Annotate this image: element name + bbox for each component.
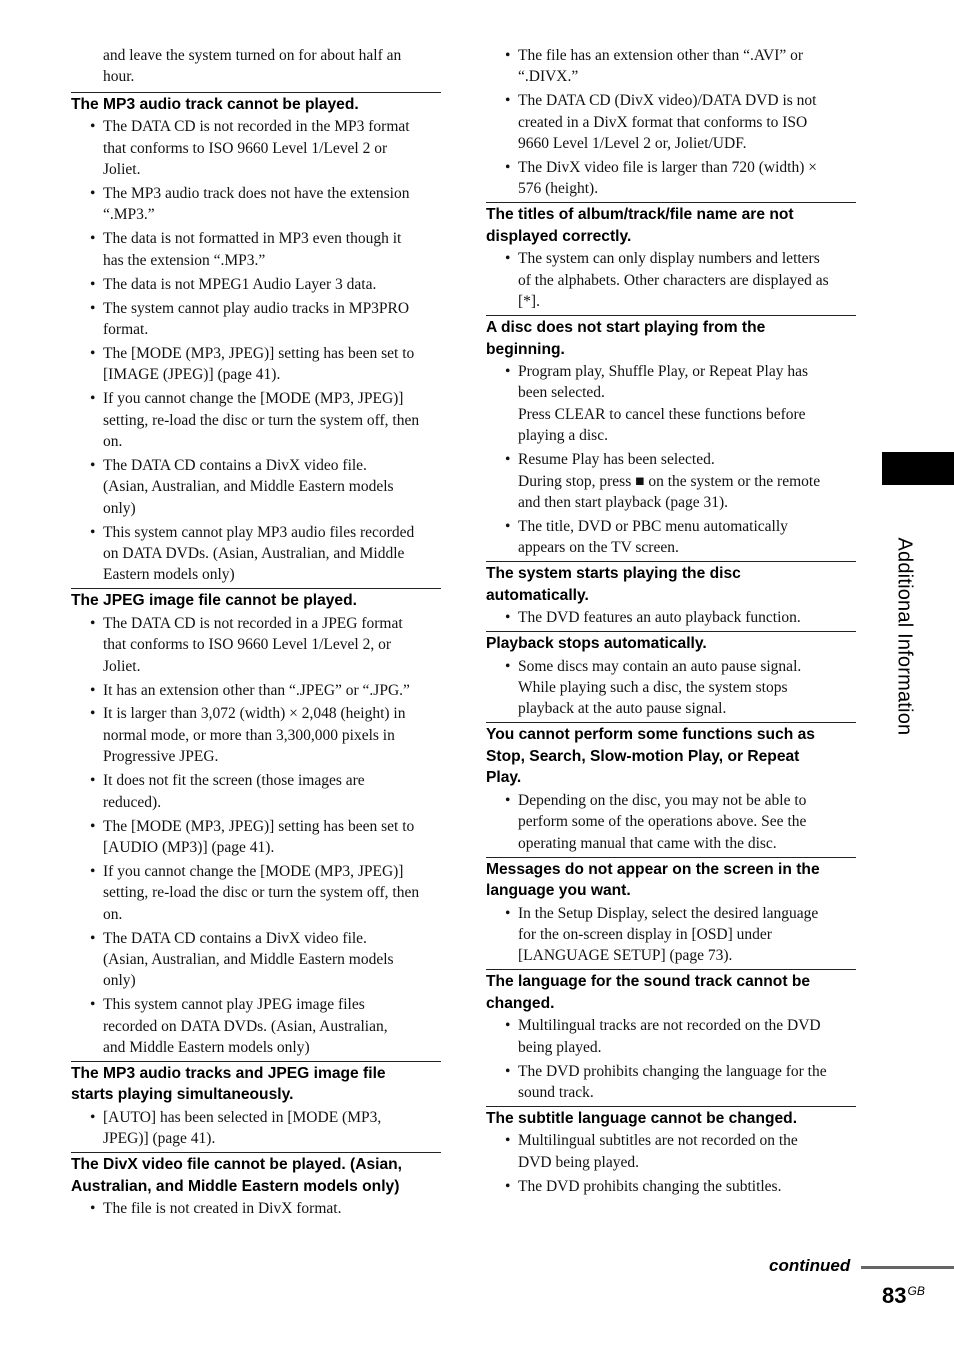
list-item-line: • The system can only display numbers and letters <box>518 250 820 268</box>
troubleshooting-section <box>71 1061 441 1150</box>
list-item-line: • Some discs may contain an auto pause signal. <box>518 657 802 675</box>
section-heading-line: displayed correctly. <box>486 227 632 245</box>
list-item-line: created in a DivX format that conforms to ISO <box>518 113 808 131</box>
section-heading <box>486 202 856 247</box>
list-item <box>71 861 441 925</box>
troubleshooting-section <box>486 1106 856 1197</box>
list-item <box>71 770 441 813</box>
list-item <box>486 903 856 967</box>
section-heading-line: You cannot perform some functions such as <box>486 726 815 744</box>
list-item-line: JPEG)] (page 41). <box>103 1130 216 1148</box>
bullet-list <box>486 361 856 559</box>
list-item <box>71 1198 441 1219</box>
list-item <box>71 455 441 519</box>
list-item-line: sound track. <box>518 1084 594 1101</box>
list-item-line: • If you cannot change the [MODE (MP3, JPEG)] <box>103 862 404 880</box>
list-item-line: • The MP3 audio track does not have the extension <box>103 185 410 203</box>
list-item <box>486 45 856 88</box>
list-item <box>71 343 441 386</box>
section-heading-line: The titles of album/track/file name are not <box>486 206 794 224</box>
section-heading-line: The MP3 audio tracks and JPEG image file <box>71 1064 386 1082</box>
list-item <box>71 228 441 271</box>
list-item <box>71 994 441 1058</box>
list-item-line: [*]. <box>518 293 540 311</box>
list-item-line: perform some of the operations above. See the <box>518 813 807 831</box>
list-item-line: Press CLEAR to cancel these functions before <box>518 405 806 423</box>
list-item-line: • The DATA CD contains a DivX video file. <box>103 929 367 947</box>
section-heading <box>486 631 856 655</box>
bullet-list <box>486 248 856 312</box>
bullet-list <box>71 1107 441 1150</box>
list-item <box>486 157 856 200</box>
list-item-line: [LANGUAGE SETUP] (page 73). <box>518 947 733 965</box>
list-item <box>71 680 441 701</box>
section-heading-line: automatically. <box>486 586 589 604</box>
list-item-line: reduced). <box>103 793 162 811</box>
list-item <box>486 248 856 312</box>
list-item-line: format. <box>103 320 149 338</box>
list-item-line: only) <box>103 972 136 990</box>
list-item-line: 9660 Level 1/Level 2 or, Joliet/UDF. <box>518 135 747 153</box>
list-item-line: Joliet. <box>103 657 141 675</box>
troubleshooting-section <box>486 561 856 628</box>
section-heading-line: Play. <box>486 769 522 787</box>
list-item-line: • The DATA CD contains a DivX video file. <box>103 456 367 474</box>
section-heading-line: The system starts playing the disc <box>486 565 741 583</box>
list-item <box>486 516 856 559</box>
list-item <box>486 1015 856 1058</box>
list-item-line: operating manual that came with the disc. <box>518 834 777 852</box>
list-item-line: • The DVD prohibits changing the subtitles. <box>518 1177 782 1195</box>
section-heading-line: A disc does not start playing from the <box>486 319 766 337</box>
section-heading-line: The JPEG image file cannot be played. <box>71 592 357 610</box>
list-item-line: (Asian, Australian, and Middle Eastern models <box>103 478 394 496</box>
section-heading <box>71 92 441 116</box>
list-item-line: setting, re-load the disc or turn the system off, then <box>103 411 420 429</box>
paragraph-line: hour. <box>103 68 135 86</box>
list-item-line: • The [MODE (MP3, JPEG)] setting has been set to <box>103 817 415 835</box>
list-item-line: • Depending on the disc, you may not be able to <box>518 791 807 809</box>
list-item-line: During stop, press ■ on the system or the remote <box>518 472 821 490</box>
list-item-line: and then start playback (page 31). <box>518 494 729 511</box>
bullet-list <box>71 613 441 1059</box>
list-item-line: • The DivX video file is larger than 720 (width) × <box>518 159 818 177</box>
list-item-line: • The [MODE (MP3, JPEG)] setting has been set to <box>103 344 415 362</box>
list-item-line: • It has an extension other than “.JPEG” or “.JPG.” <box>103 681 410 699</box>
list-item-line: • This system cannot play JPEG image files <box>103 996 365 1014</box>
section-heading-line: The subtitle language cannot be changed. <box>486 1109 798 1127</box>
list-item-line: been selected. <box>518 384 605 402</box>
troubleshooting-section <box>71 92 441 586</box>
list-item-line: [IMAGE (JPEG)] (page 41). <box>103 366 281 384</box>
list-item-line: that conforms to ISO 9660 Level 1/Level 2 or <box>103 139 388 157</box>
troubleshooting-section <box>486 857 856 967</box>
list-item <box>71 1107 441 1150</box>
list-item-line: recorded on DATA DVDs. (Asian, Australian, <box>103 1017 388 1035</box>
bullet-list <box>71 1198 441 1219</box>
section-heading-line: beginning. <box>486 340 565 358</box>
list-item-line: • The system cannot play audio tracks in MP3PRO <box>103 299 410 317</box>
section-heading-line: The DivX video file cannot be played. (Asian, <box>71 1156 403 1174</box>
section-heading-line: Australian, and Middle Eastern models only) <box>71 1177 400 1195</box>
list-item-line: • The DVD features an auto playback function. <box>518 609 801 627</box>
right-column <box>486 45 856 1200</box>
list-item <box>71 298 441 341</box>
list-item-line: Eastern models only) <box>103 566 235 584</box>
list-item-line: on. <box>103 905 123 923</box>
list-item <box>486 1130 856 1173</box>
section-heading <box>71 1152 441 1197</box>
bullet-list <box>486 903 856 967</box>
section-heading <box>486 969 856 1014</box>
list-item-line: for the on-screen display in [OSD] under <box>518 925 772 943</box>
section-heading <box>71 588 441 612</box>
list-item-line: “.MP3.” <box>103 206 155 224</box>
list-item <box>71 388 441 452</box>
list-item-line: that conforms to ISO 9660 Level 1/Level 2, or <box>103 636 391 654</box>
list-item-line: (Asian, Australian, and Middle Eastern models <box>103 950 394 968</box>
section-heading-line: changed. <box>486 994 555 1012</box>
section-heading-line: Playback stops automatically. <box>486 635 707 653</box>
list-item-line: Progressive JPEG. <box>103 748 219 766</box>
list-item-line: only) <box>103 499 136 517</box>
bullet-list <box>486 1015 856 1103</box>
troubleshooting-section <box>71 1152 441 1219</box>
list-item-line: • The DATA CD is not recorded in the MP3 format <box>103 118 410 136</box>
list-item-line: on DATA DVDs. (Asian, Australian, and Middle <box>103 545 405 563</box>
section-heading <box>486 1106 856 1130</box>
list-item-line: on. <box>103 433 123 450</box>
bullet-list <box>486 607 856 628</box>
list-item <box>486 361 856 447</box>
troubleshooting-section <box>71 588 441 1058</box>
continued-label: continued <box>769 1256 851 1275</box>
troubleshooting-section <box>486 631 856 720</box>
list-item-line: DVD being played. <box>518 1153 639 1171</box>
list-item <box>71 928 441 992</box>
list-item <box>486 656 856 720</box>
section-tab-marker <box>882 452 954 485</box>
list-item <box>486 1176 856 1197</box>
list-item-line: of the alphabets. Other characters are displayed as <box>518 271 829 289</box>
list-item-line: [AUDIO (MP3)] (page 41). <box>103 838 275 856</box>
page-number-value: 83 <box>882 1283 907 1308</box>
list-item-line: playing a disc. <box>518 427 608 445</box>
list-item-line: • Multilingual subtitles are not recorded on the <box>518 1132 798 1150</box>
troubleshooting-section <box>486 315 856 559</box>
bullet-list <box>486 1130 856 1197</box>
list-item-line: • The data is not MPEG1 Audio Layer 3 data. <box>103 275 377 293</box>
section-heading-line: starts playing simultaneously. <box>71 1086 294 1104</box>
section-heading <box>486 857 856 902</box>
list-item <box>71 703 441 767</box>
section-heading-line: language you want. <box>486 882 631 900</box>
page-number <box>882 1283 925 1309</box>
list-item-line: being played. <box>518 1038 602 1056</box>
section-heading <box>486 315 856 360</box>
list-item-line: • It does not fit the screen (those images are <box>103 772 365 790</box>
list-item-line: • Multilingual tracks are not recorded on the DVD <box>518 1017 821 1035</box>
list-item <box>71 613 441 677</box>
list-item-line: appears on the TV screen. <box>518 539 679 557</box>
list-item <box>486 449 856 513</box>
list-item-line: setting, re-load the disc or turn the system off, then <box>103 884 420 902</box>
list-item-line: • The DATA CD is not recorded in a JPEG format <box>103 614 403 632</box>
list-item-line: • The file is not created in DivX format. <box>103 1200 342 1218</box>
list-item-line: • [AUTO] has been selected in [MODE (MP3, <box>103 1108 382 1126</box>
bullet-list <box>486 45 856 200</box>
list-item <box>486 790 856 854</box>
section-heading-line: Messages do not appear on the screen in the <box>486 860 820 878</box>
bullet-list <box>71 116 441 586</box>
list-item-line: • The title, DVD or PBC menu automatically <box>518 517 788 535</box>
troubleshooting-section <box>486 202 856 312</box>
list-item-line: • Resume Play has been selected. <box>518 451 715 469</box>
section-heading <box>71 1061 441 1106</box>
section-heading-line: The language for the sound track cannot be <box>486 973 811 991</box>
list-item-line: normal mode, or more than 3,300,000 pixels in <box>103 726 395 744</box>
list-item-line: and Middle Eastern models only) <box>103 1039 310 1057</box>
troubleshooting-section <box>486 722 856 854</box>
list-item-line: 576 (height). <box>518 180 599 198</box>
list-item <box>486 1061 856 1104</box>
continued-paragraph <box>71 45 441 88</box>
section-heading <box>486 561 856 606</box>
list-item-line: Joliet. <box>103 161 141 179</box>
list-item <box>486 607 856 628</box>
list-item-line: • Program play, Shuffle Play, or Repeat Play has <box>518 363 808 381</box>
bullet-list <box>486 656 856 720</box>
continued-rule <box>861 1266 954 1269</box>
list-item-line: • This system cannot play MP3 audio files recorded <box>103 523 415 541</box>
bullet-list <box>486 790 856 854</box>
list-item-line: While playing such a disc, the system stops <box>518 679 788 697</box>
list-item <box>71 816 441 859</box>
section-heading-line: The MP3 audio track cannot be played. <box>71 95 359 113</box>
list-item-line: playback at the auto pause signal. <box>518 700 727 718</box>
list-item-line: • It is larger than 3,072 (width) × 2,048 (height) in <box>103 705 406 723</box>
section-heading-line: Stop, Search, Slow-motion Play, or Repeat <box>486 747 800 765</box>
section-heading <box>486 722 856 789</box>
list-item-line: • The data is not formatted in MP3 even though it <box>103 230 402 248</box>
side-tab-label: Additional Information <box>893 537 916 736</box>
page-number-suffix: GB <box>907 1283 925 1298</box>
list-item-line: has the extension “.MP3.” <box>103 251 266 269</box>
paragraph-line: and leave the system turned on for about half an <box>103 47 402 64</box>
list-item-line: • The file has an extension other than “.AVI” or <box>518 47 804 64</box>
list-item-line: • If you cannot change the [MODE (MP3, JPEG)] <box>103 390 404 408</box>
list-item-line: • In the Setup Display, select the desired language <box>518 904 819 922</box>
list-item-line: • The DVD prohibits changing the language for the <box>518 1062 827 1080</box>
list-item-line: • The DATA CD (DivX video)/DATA DVD is not <box>518 92 817 110</box>
list-item-line: “.DIVX.” <box>518 68 579 86</box>
list-item <box>71 183 441 226</box>
list-item <box>71 522 441 586</box>
left-column <box>71 45 441 1222</box>
list-item <box>486 90 856 154</box>
troubleshooting-section <box>486 969 856 1103</box>
list-item <box>71 274 441 295</box>
list-item <box>71 116 441 180</box>
